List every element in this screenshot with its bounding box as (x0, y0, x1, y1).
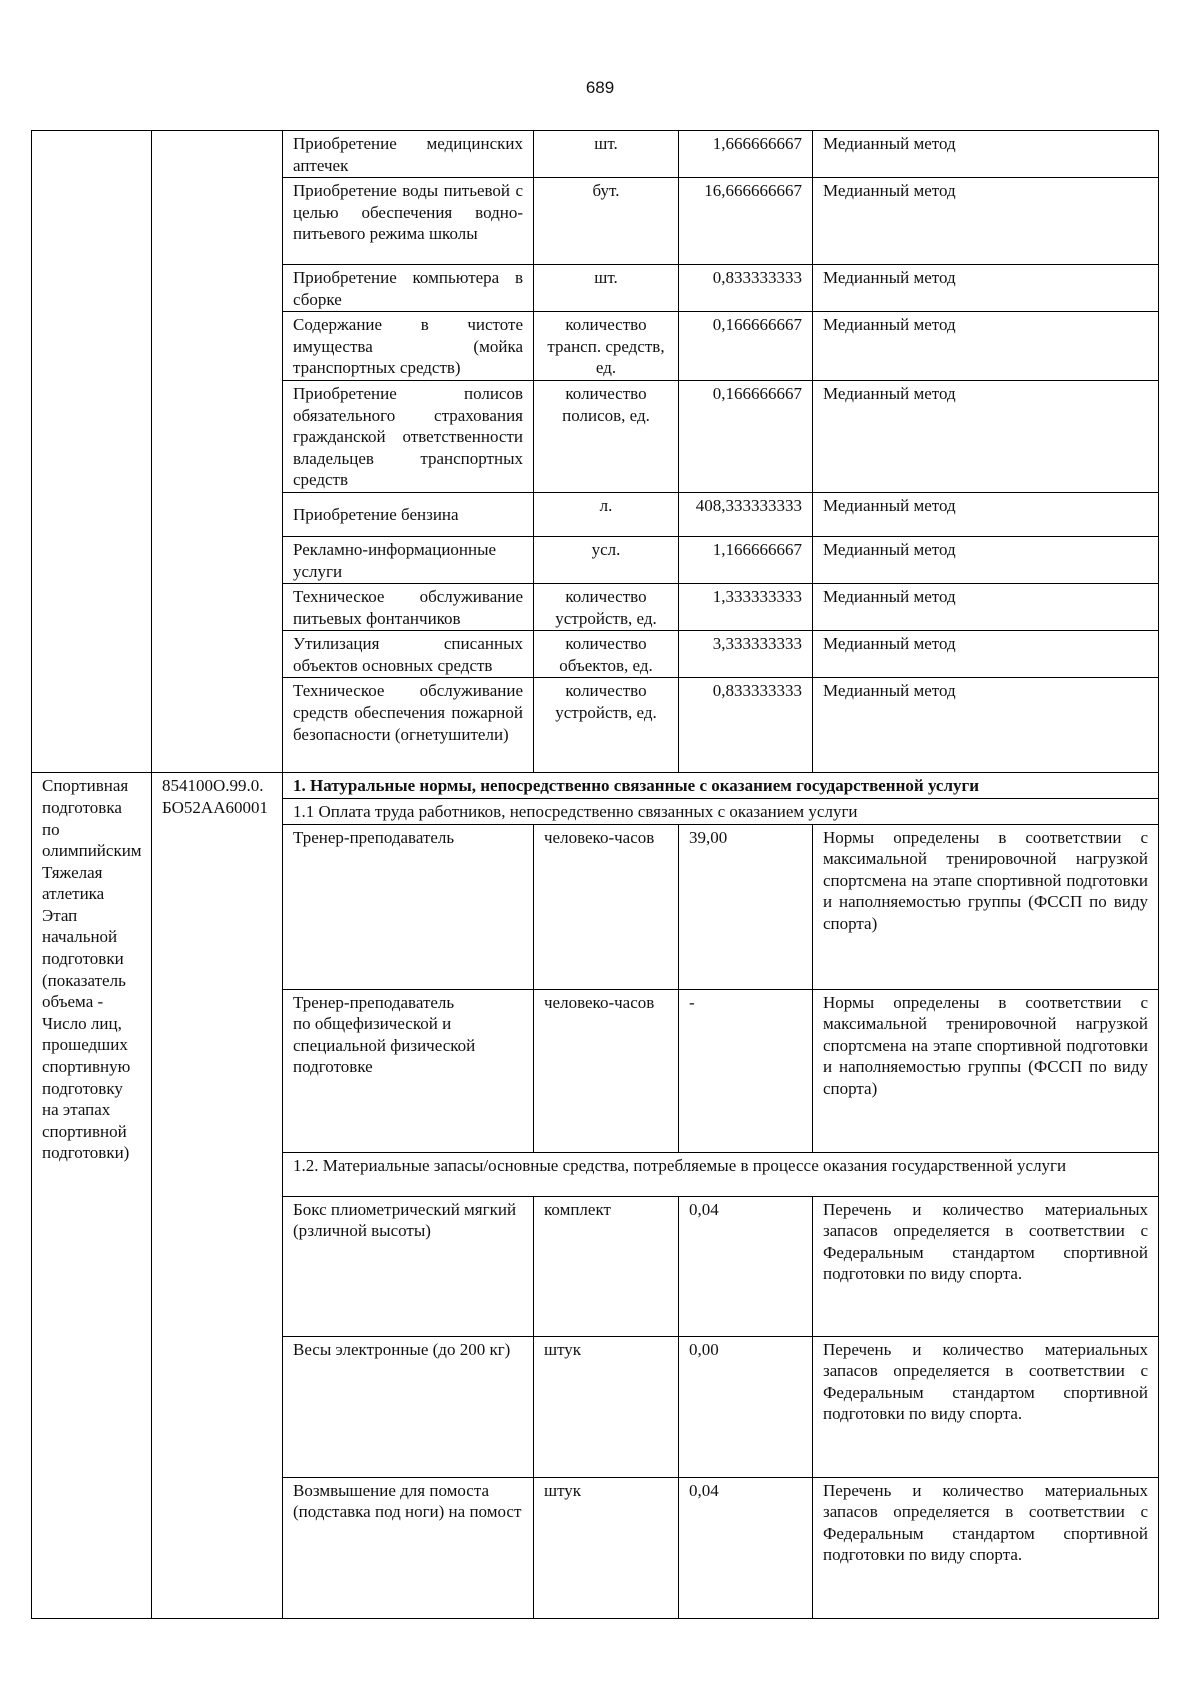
material-unit: штук (534, 1477, 679, 1618)
expense-name: Утилизация списанных объектов основных средств (283, 631, 534, 678)
expense-name: Приобретение компьютера в сборке (283, 265, 534, 312)
expense-method: Медианный метод (813, 131, 1159, 178)
expense-value: 3,333333333 (679, 631, 813, 678)
expense-method: Медианный метод (813, 381, 1159, 493)
service-name: Спортивная подготовка по олимпийским Тяжелая атлетика Этап начальной подготовки (показатель объема - Число лиц, прошедших спортивную подготовку на этапах спортивной подготовки) (32, 773, 152, 1618)
expense-unit: количество трансп. средств, ед. (534, 312, 679, 381)
material-value: 0,00 (679, 1336, 813, 1477)
expense-name: Приобретение воды питьевой с целью обеспечения водно-питьевого режима школы (283, 178, 534, 265)
labor-name: Тренер-преподаватель по общефизической и специальной физической подготовке (283, 989, 534, 1152)
expense-value: 0,166666667 (679, 381, 813, 493)
expense-unit: л. (534, 492, 679, 536)
expense-method: Медианный метод (813, 312, 1159, 381)
service-name-cell-empty (32, 131, 152, 773)
labor-note: Нормы определены в соответствии с максимальной тренировочной нагрузкой спортсмена на этапе спортивной подготовки и наполняемостью группы (ФССП по виду спорта) (813, 989, 1159, 1152)
expense-value: 16,666666667 (679, 178, 813, 265)
service-code: 854100О.99.0.БО52АА60001 (152, 773, 283, 1618)
expense-value: 1,333333333 (679, 584, 813, 631)
labor-value: 39,00 (679, 824, 813, 989)
expense-value: 0,833333333 (679, 678, 813, 773)
material-value: 0,04 (679, 1477, 813, 1618)
norms-table (31, 130, 1159, 1619)
expense-method: Медианный метод (813, 265, 1159, 312)
expense-method: Медианный метод (813, 631, 1159, 678)
expense-name: Приобретение полисов обязательного страхования гражданской ответственности владельцев транспортных средств (283, 381, 534, 493)
material-note: Перечень и количество материальных запасов определяется в соответствии с Федеральным стандартом спортивной подготовки по виду спорта. (813, 1336, 1159, 1477)
labor-name: Тренер-преподаватель (283, 824, 534, 989)
labor-unit: человеко-часов (534, 989, 679, 1152)
section-1-1-title: 1.1 Оплата труда работников, непосредственно связанных с оказанием услуги (283, 798, 1159, 824)
section-1-title: 1. Натуральные нормы, непосредственно связанные с оказанием государственной услуги (283, 773, 1159, 799)
material-unit: штук (534, 1336, 679, 1477)
expense-method: Медианный метод (813, 584, 1159, 631)
table-row (32, 131, 1159, 178)
expense-unit: шт. (534, 131, 679, 178)
material-name: Весы электронные (до 200 кг) (283, 1336, 534, 1477)
page-number: 689 (585, 78, 615, 97)
expense-value: 0,833333333 (679, 265, 813, 312)
expense-name: Рекламно-информационные услуги (283, 536, 534, 583)
expense-value: 1,666666667 (679, 131, 813, 178)
expense-method: Медианный метод (813, 536, 1159, 583)
expense-name: Содержание в чистоте имущества (мойка транспортных средств) (283, 312, 534, 381)
expense-unit: количество устройств, ед. (534, 678, 679, 773)
material-note: Перечень и количество материальных запасов определяется в соответствии с Федеральным стандартом спортивной подготовки по виду спорта. (813, 1196, 1159, 1336)
expense-name: Техническое обслуживание питьевых фонтанчиков (283, 584, 534, 631)
expense-method: Медианный метод (813, 178, 1159, 265)
labor-unit: человеко-часов (534, 824, 679, 989)
expense-unit: количество устройств, ед. (534, 584, 679, 631)
expense-unit: усл. (534, 536, 679, 583)
expense-unit: количество объектов, ед. (534, 631, 679, 678)
expense-name: Техническое обслуживание средств обеспечения пожарной безопасности (огнетушители) (283, 678, 534, 773)
material-value: 0,04 (679, 1196, 813, 1336)
expense-unit: шт. (534, 265, 679, 312)
material-note: Перечень и количество материальных запасов определяется в соответствии с Федеральным стандартом спортивной подготовки по виду спорта. (813, 1477, 1159, 1618)
section-1-2-title: 1.2. Материальные запасы/основные средства, потребляемые в процессе оказания государственной услуги (283, 1152, 1159, 1196)
expense-unit: бут. (534, 178, 679, 265)
expense-name: Приобретение медицинских аптечек (283, 131, 534, 178)
service-code-cell-empty (152, 131, 283, 773)
expense-value: 0,166666667 (679, 312, 813, 381)
material-name: Возмвышение для помоста (подставка под ноги) на помост (283, 1477, 534, 1618)
expense-value: 408,333333333 (679, 492, 813, 536)
expense-method: Медианный метод (813, 492, 1159, 536)
section-row (32, 773, 1159, 799)
expense-method: Медианный метод (813, 678, 1159, 773)
expense-value: 1,166666667 (679, 536, 813, 583)
labor-note: Нормы определены в соответствии с максимальной тренировочной нагрузкой спортсмена на этапе спортивной подготовки и наполняемостью группы (ФССП по виду спорта) (813, 824, 1159, 989)
material-unit: комплект (534, 1196, 679, 1336)
labor-value: - (679, 989, 813, 1152)
material-name: Бокс плиометрический мягкий (рзличной высоты) (283, 1196, 534, 1336)
expense-unit: количество полисов, ед. (534, 381, 679, 493)
expense-name: Приобретение бензина (283, 492, 534, 536)
